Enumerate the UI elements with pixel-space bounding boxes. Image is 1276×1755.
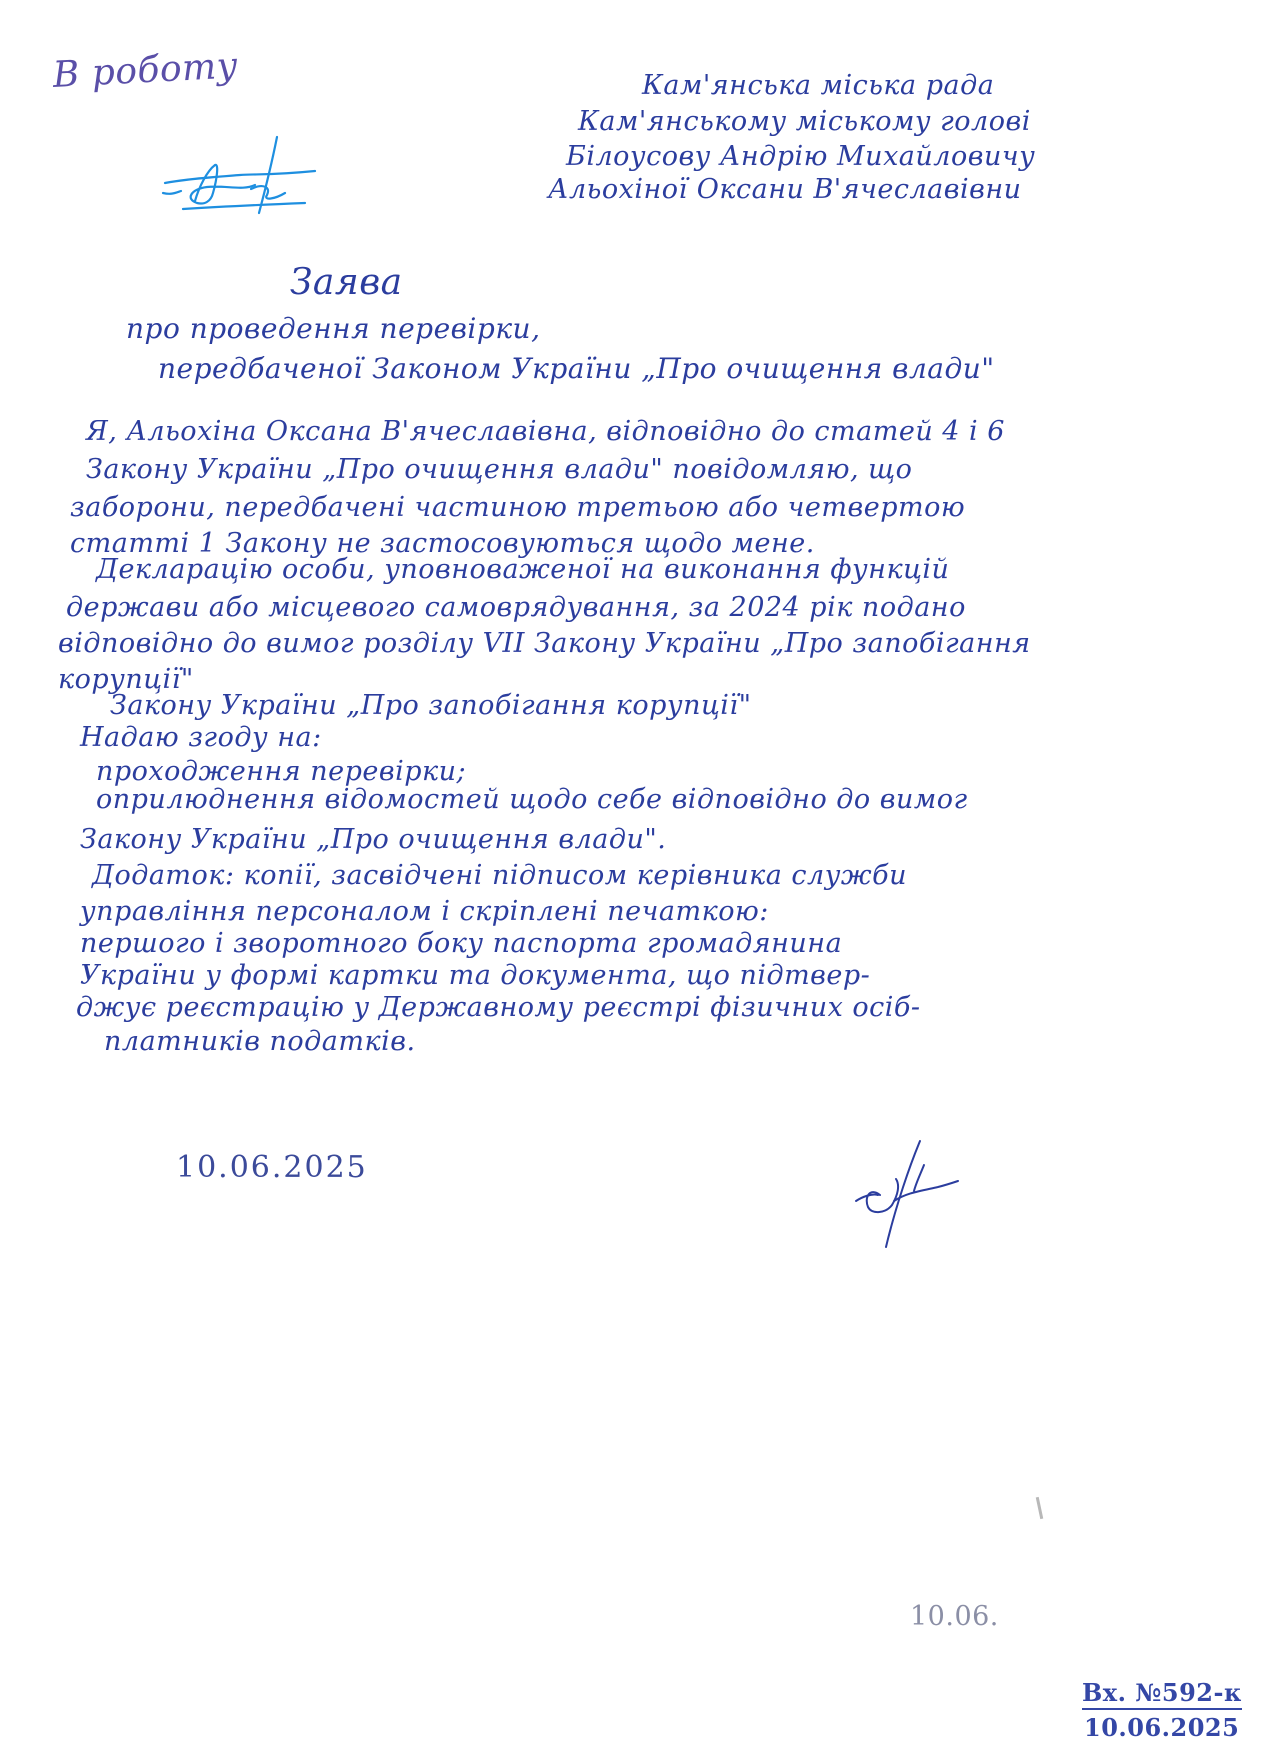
body-line-3: заборони, передбачені частиною третьою або четвертою bbox=[70, 492, 966, 523]
addressee-line-1: Кам'янська міська рада bbox=[642, 70, 995, 101]
body-line-9: Закону України „Про запобігання корупції" bbox=[110, 690, 752, 721]
resolution-signature bbox=[155, 135, 335, 225]
body-line-17: України у формі картки та документа, що підтвер- bbox=[80, 960, 871, 991]
registration-number: Вх. №592-к bbox=[1082, 1681, 1242, 1710]
document-title: Заява bbox=[290, 262, 403, 303]
subtitle-line-2: передбаченої Законом України „Про очищення влади" bbox=[158, 352, 995, 385]
body-line-18: джує реєстрацію у Державному реєстрі фізичних осіб- bbox=[76, 992, 921, 1023]
body-line-14: Додаток: копії, засвідчені підписом керівника служби bbox=[92, 860, 907, 891]
addressee-line-3: Білоусову Андрію Михайловичу bbox=[566, 141, 1036, 172]
body-line-11: проходження перевірки; bbox=[96, 756, 467, 787]
application-date: 10.06.2025 bbox=[176, 1150, 368, 1185]
body-line-13: Закону України „Про очищення влади". bbox=[80, 824, 667, 855]
body-line-6: держави або місцевого самоврядування, за 2024 рік подано bbox=[66, 592, 966, 623]
scan-artifact-mark bbox=[1036, 1497, 1044, 1519]
receipt-day-stamp: 10.06. bbox=[910, 1601, 999, 1632]
body-line-8: корупції" bbox=[58, 664, 194, 695]
body-line-2: Закону України „Про очищення влади" повідомляю, що bbox=[86, 454, 913, 485]
body-line-10: Надаю згоду на: bbox=[80, 722, 322, 753]
body-line-12: оприлюднення відомостей щодо себе відповідно до вимог bbox=[96, 784, 968, 815]
subtitle-line-1: про проведення перевірки, bbox=[126, 312, 541, 345]
body-line-7: відповідно до вимог розділу VII Закону України „Про запобігання bbox=[58, 628, 1031, 659]
applicant-signature bbox=[850, 1135, 960, 1255]
body-line-4: статті 1 Закону не застосовуються щодо мене. bbox=[70, 528, 815, 559]
body-line-15: управління персоналом і скріплені печаткою: bbox=[80, 896, 769, 927]
body-line-16: першого і зворотного боку паспорта громадянина bbox=[80, 928, 843, 959]
registration-date: 10.06.2025 bbox=[1084, 1713, 1240, 1742]
body-line-1: Я, Альохіна Оксана В'ячеславівна, відповідно до статей 4 і 6 bbox=[86, 416, 1005, 447]
addressee-line-2: Кам'янському міському голові bbox=[578, 106, 1031, 137]
addressee-line-4: Альохіної Оксани В'ячеславівни bbox=[548, 174, 1022, 205]
resolution-note: В роботу bbox=[51, 45, 240, 96]
body-line-19: платників податків. bbox=[104, 1026, 416, 1057]
body-line-5: Декларацію особи, уповноваженої на виконання функцій bbox=[96, 554, 950, 585]
